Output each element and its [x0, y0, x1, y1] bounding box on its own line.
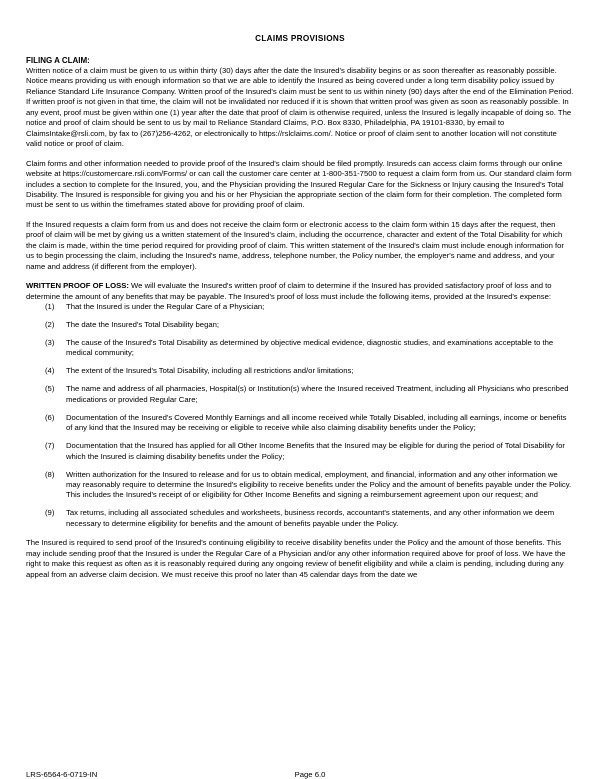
paragraph-continuing-proof: The Insured is required to send proof of the Insured's continuing eligibility to receive disability benefits under the Policy and the amount of those benefits. This may include sending proof that the Insured is under the Regular Care of a Physician and/or any other information required above for proof of loss. We have the right to make this request as often as it is reasonably required during any ongoing review of benefit eligibility and while a claim is pending, including during any appeal from an adverse claim decision. We must receive this proof no later than 45 calendar days from the date we: [26, 538, 566, 579]
list-item-text: Written authorization for the Insured to release and for us to obtain medical, employment, and financial, information and any other information we may reasonably require to determine the Insured's eligibility to receive benefits under the Policy and the amount of benefits payable under the Policy. This includes the Insured's receipt of or eligibility for Other Income Benefits and signing a reimbursement agreement upon our request; and: [66, 469, 572, 500]
list-item-number: (3): [45, 337, 55, 347]
list-item-text: Documentation that the Insured has applied for all Other Income Benefits that the Insured may be eligible for during the period of Total Disability for which the Insured is claiming disability benefits under the Policy;: [66, 441, 565, 461]
list-item-number: (9): [45, 508, 55, 518]
list-item-text: The extent of the Insured's Total Disability, including all restrictions and/or limitations;: [66, 366, 354, 376]
list-item-text: The name and address of all pharmacies, Hospital(s) or Institution(s) where the Insured received Treatment, including all Physicians who prescribed medications or provided Regular Care;: [66, 384, 569, 404]
proof-of-loss-list: [26, 302, 574, 529]
list-item-number: (8): [45, 469, 55, 479]
list-item: [26, 320, 574, 330]
paragraph-claim-form-not-received: If the Insured requests a claim form from us and does not receive the claim form or electronic access to the claim form within 15 days after the request, then proof of claim will be met by giving us a written statement of the Insured's claim, including the occurrence, character and extent of the Total Disability for which the claim is made, within the time period required for providing proof of claim. This written statement of the Insured's claim must include enough information for us to begin processing the claim, including the Insured's name, address, telephone number, the Policy number, the employer's name and address, and your name and address (if different from the employer).: [26, 219, 564, 271]
list-item: [26, 441, 574, 462]
list-item: [26, 338, 574, 359]
page-title: CLAIMS PROVISIONS: [255, 34, 345, 43]
list-item: [26, 366, 574, 376]
list-item-number: (6): [45, 412, 55, 422]
list-item-text: Tax returns, including all associated schedules and worksheets, business records, accountant's statements, and any other information we deem necessary to determine eligibility for benefits and the amount of benefits payable under the Policy.: [66, 508, 555, 528]
form-number: LRS-6564-6-0719-IN: [26, 770, 98, 779]
list-item: [26, 470, 574, 501]
list-item-number: (5): [45, 384, 55, 394]
list-item: [26, 413, 574, 434]
list-item-number: (1): [45, 302, 55, 312]
page-number: Page 6.0: [294, 770, 326, 779]
written-proof-of-loss-intro: We will evaluate the Insured's written proof of claim to determine if the Insured has provided satisfactory proof of loss and to determine the amount of any benefits that may be payable. The Insured's proof of loss must include the following items, provided at the Insured's expense:: [26, 281, 552, 301]
list-item-text: The date the Insured's Total Disability began;: [66, 320, 220, 330]
list-item-number: (2): [45, 320, 55, 330]
list-item: [26, 508, 574, 529]
paragraph-claim-forms: Claim forms and other information needed to provide proof of the Insured's claim should be filed promptly. Insureds can access claim forms through our online website at https://customercare.rsli.com/Forms/ or can call the customer care center at 1-800-351-7500 to request a claim form from us. Our standard claim form includes a section to complete for the Insured, you, and the Physician providing the Insured Regular Care for the Sickness or Injury causing the Insured's Total Disability. The Insured is responsible for giving you and his or her Physician the appropriate section of the claim form for their completion. The completed form must be sent to us within the timeframes stated above for providing proof of claim.: [26, 158, 572, 210]
list-item-text: The cause of the Insured's Total Disability as determined by objective medical evidence, diagnostic studies, and examinations acceptable to the medical community;: [66, 337, 554, 358]
list-item-text: That the Insured is under the Regular Care of a Physician;: [66, 302, 265, 312]
paragraph-written-proof-of-loss: [26, 281, 574, 302]
written-proof-of-loss-heading: WRITTEN PROOF OF LOSS:: [26, 281, 129, 291]
section-heading-filing-a-claim: FILING A CLAIM:: [26, 56, 90, 65]
list-item-number: (4): [45, 366, 55, 376]
list-item: [26, 384, 574, 405]
list-item-text: Documentation of the Insured's Covered Monthly Earnings and all income received while Totally Disabled, including all earnings, income or benefits of any kind that the Insured may be receiving or eligible to receive while also claiming disability benefits under the Policy;: [66, 412, 567, 433]
list-item-number: (7): [45, 441, 55, 451]
paragraph-notice-of-claim: Written notice of a claim must be given to us within thirty (30) days after the date the Insured's disability begins or as soon thereafter as reasonably possible. Notice means providing us with enough information so that we are able to identify the Insured as being covered under a long term disability policy issued by Reliance Standard Life Insurance Company. Written proof of the Insured's claim must be sent to us within ninety (90) days after the end of the Elimination Period. If written proof is not given in that time, the claim will not be invalidated nor reduced if it is shown that written proof was given as soon as reasonably possible. In any event, proof must be given within one (1) year after the date that proof of claim is otherwise required, unless the Insured is legally incapable of doing so. The notice and proof of claim should be sent to us by mail to Reliance Standard Claims, P.O. Box 8330, Philadelphia, PA 19101-8330, by email to ClaimsIntake@rsli.com, by fax to (267)256-4262, or electronically to https://rslclaims.com/. Notice or proof of claim sent to another location will not constitute valid notice or proof of claim.: [26, 66, 574, 149]
list-item: [26, 302, 574, 312]
